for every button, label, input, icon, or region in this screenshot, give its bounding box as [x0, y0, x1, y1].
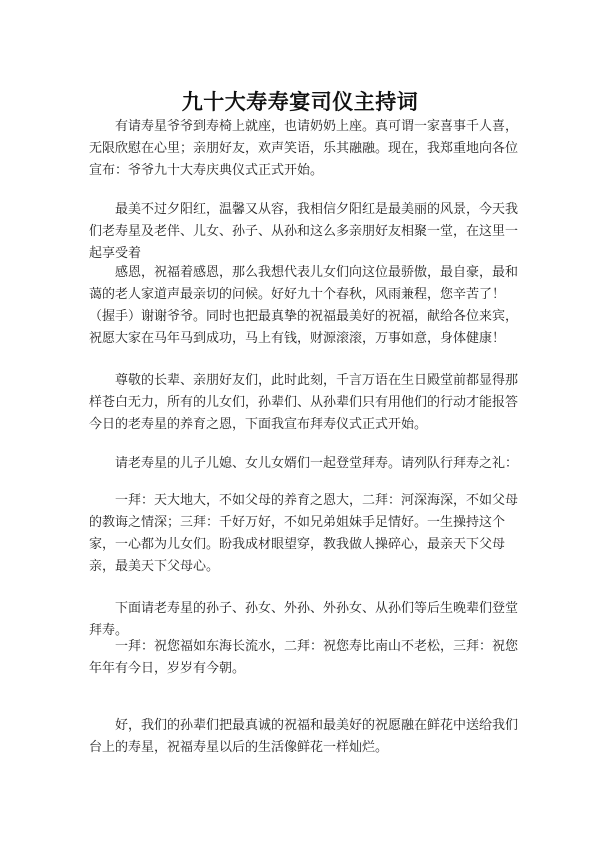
paragraph-three-bows-children: 一拜：天大地大，不如父母的养育之恩大，二拜：河深海深，不如父母的教诲之情深；三拜：千好万好，不如兄弟姐妹手足情好。一生操持这个家，一心都为儿女们。盼我成材眼望穿，教我做人操碎心，最亲天下父母亲，最美天下父母心。: [89, 493, 519, 574]
document-title: 九十大寿寿宴司仪主持词: [181, 90, 419, 114]
paragraph-gratitude: 感恩，祝福着感恩，那么我想代表儿女们向这位最骄傲，最自豪，最和蔼的老人家道声最亲切的问候。好好九十个春秋，风雨兼程，您辛苦了！（握手）谢谢爷爷。同时也把最真挚的祝福最美好的祝福，献给各位来宾，祝愿大家在马年马到成功，马上有钱，财源滚滚，万事如意，身体健康！: [89, 265, 519, 346]
paragraph-grandchildren-bow: 下面请老寿星的孙子、孙女、外孙、外孙女、从孙们等后生晚辈们登堂拜寿。: [89, 601, 519, 638]
paragraph-flowers: 好，我们的孙辈们把最真诚的祝福和最美好的祝愿融在鲜花中送给我们台上的寿星，祝福寿星以后的生活像鲜花一样灿烂。: [89, 718, 519, 755]
paragraph-children-bow: 请老寿星的儿子儿媳、女儿女婿们一起登堂拜寿。请列队行拜寿之礼：: [115, 456, 519, 471]
paragraph-opening: 有请寿星爷爷到寿椅上就座，也请奶奶上座。真可谓一家喜事千人喜，无限欣慰在心里；亲朋好友，欢声笑语，乐其融融。现在，我郑重地向各位宣布：爷爷九十大寿庆典仪式正式开始。: [89, 119, 519, 178]
paragraph-three-bows-grandchildren: 一拜：祝您福如东海长流水，二拜：祝您寿比南山不老松，三拜：祝您年年有今日，岁岁有今朝。: [89, 639, 519, 676]
paragraph-sunset: 最美不过夕阳红，温馨又从容，我相信夕阳红是最美丽的风景，今天我们老寿星及老伴、儿女、孙子、从孙和这么多亲朋好友相聚一堂，在这里一起享受着: [89, 202, 519, 261]
paragraph-ceremony-start: 尊敬的长辈、亲朋好友们，此时此刻，千言万语在生日殿堂前都显得那样苍白无力，所有的儿女们，孙辈们、从孙辈们只有用他们的行动才能报答今日的老寿星的养育之恩，下面我宣布拜寿仪式正式开始。: [89, 373, 519, 432]
